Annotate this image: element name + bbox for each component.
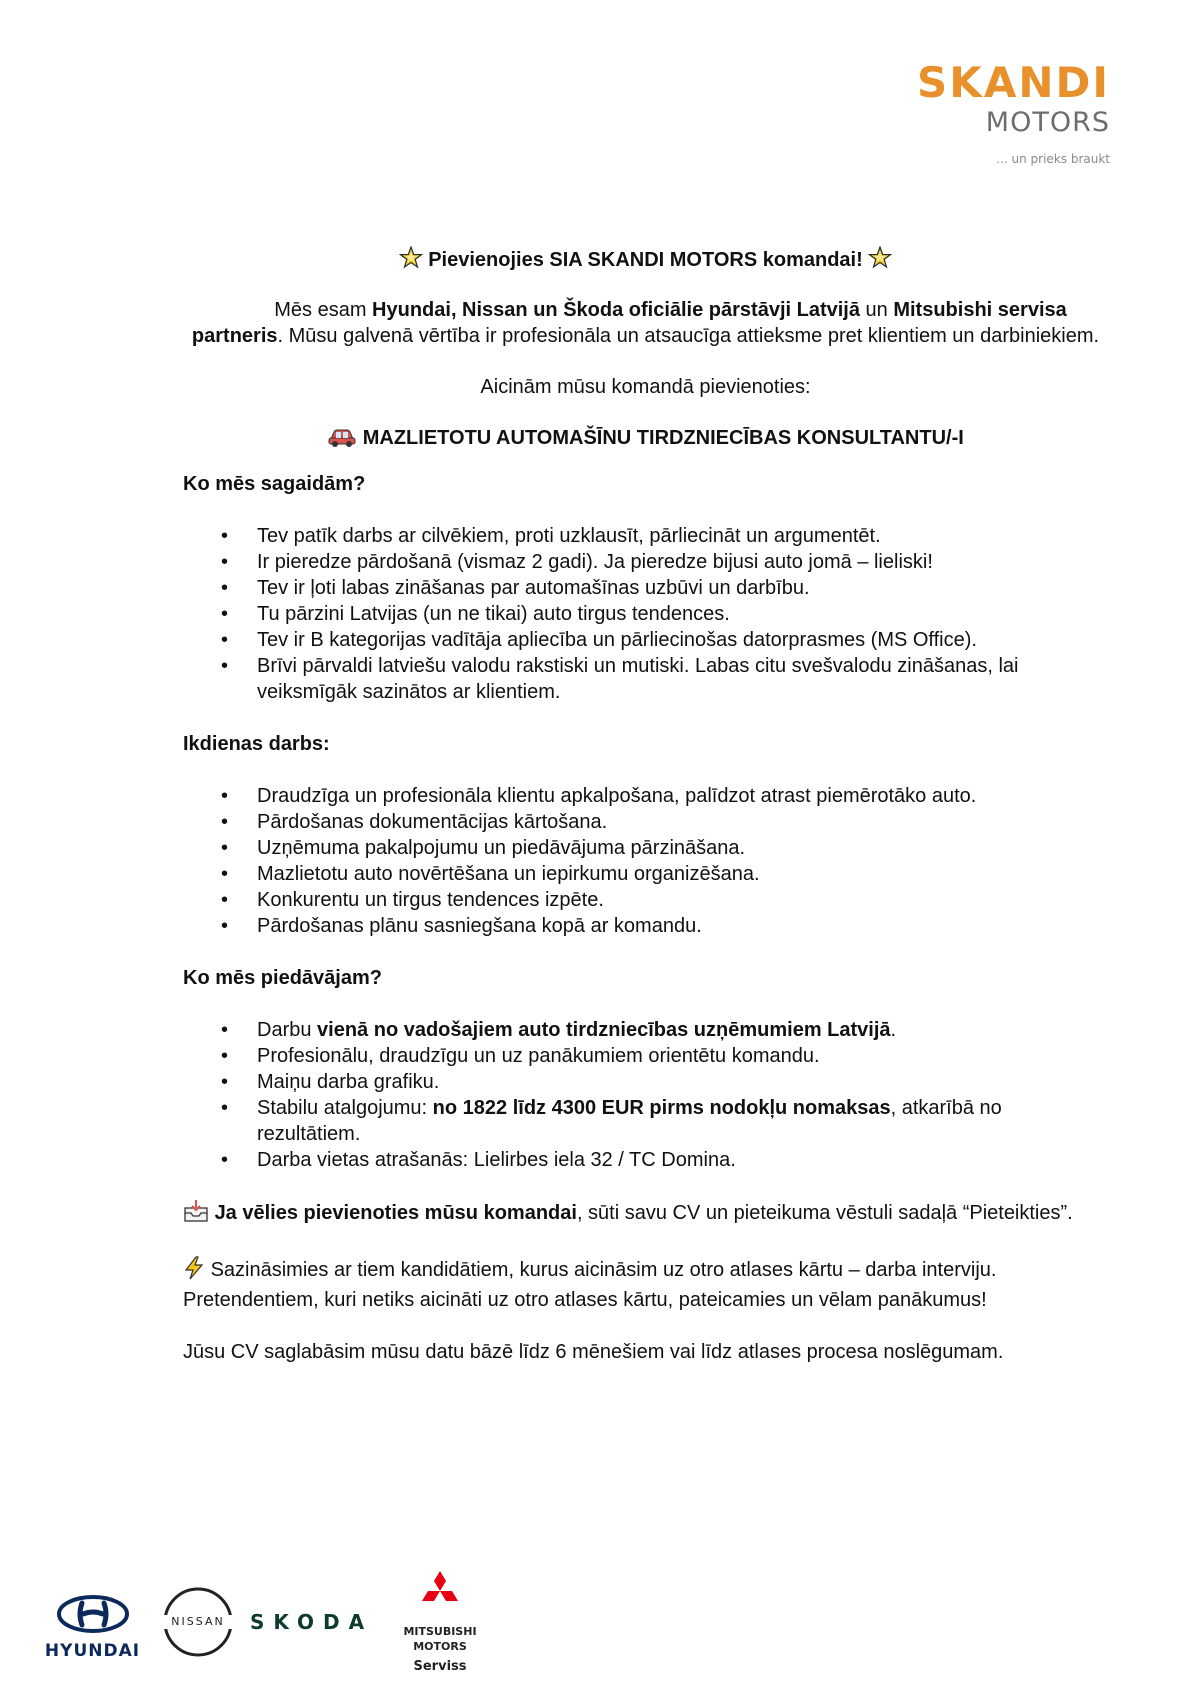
brand-logos [40,1570,500,1680]
mitsubishi-logo [395,1570,485,1674]
intro-partner-bold: Mitsubishi servisa partneris [191,299,1067,347]
intro-brands-bold: Hyundai, Nissan un Škoda oficiālie pārstāvji Latvijā [372,299,860,321]
list-item: • Profesionālu, draudzīgu un uz panākumiem orientētu komandu. [183,1043,1108,1069]
mitsubishi-wordmark-motors: MOTORS [413,1640,467,1653]
contact-text: Sazināsimies ar tiem kandidātiem, kurus aicināsim uz otro atlases kārtu – darba interviju. Pretendentiem, kuri netiks aicināti uz otro atlases kārtu, pateicamies un vēlam panākumus! [183,1259,997,1311]
intro-text: . Mūsu galvenā vērtība ir profesionāla un atsaucīga attieksme pret klientiem un darbiniekiem. [277,325,1100,347]
list-item: • Tu pārzini Latvijas (un ne tikai) auto tirgus tendences. [183,601,1108,627]
skandi-motors-logo [850,60,1110,166]
star-sparkle-icon [868,246,892,277]
salary-range-bold: no 1822 līdz 4300 EUR pirms nodokļu nomaksas [432,1097,891,1119]
posting-content [183,246,1108,1365]
hyundai-logo [40,1594,145,1661]
intro-text: un [859,299,894,321]
job-title-text: MAZLIETOTU AUTOMAŠĪNU TIRDZNIECĪBAS KONSULTANTU/-I [362,427,964,449]
list-item: • Pārdošanas plānu sasniegšana kopā ar komandu. [183,913,1108,939]
offer-company-bold: vienā no vadošajiem auto tirdzniecības uzņēmumiem Latvijā [317,1019,891,1041]
nissan-logo [158,1582,238,1662]
car-icon [327,426,357,455]
list-item: • Tev patīk darbs ar cilvēkiem, proti uzklausīt, pārliecināt un argumentēt. [183,523,1108,549]
gdpr-paragraph: Jūsu CV saglabāsim mūsu datu bāzē līdz 6 mēnešiem vai līdz atlases procesa noslēgumam. [183,1341,1004,1363]
intro-paragraph [183,297,1108,349]
list-item: • Stabilu atalgojumu: no 1822 līdz 4300 EUR pirms nodokļu nomaksas, atkarībā no rezultātiem. [183,1095,1108,1147]
list-item: • Brīvi pārvaldi latviešu valodu rakstiski un mutiski. Labas citu svešvalodu zināšanas, lai veiksmīgāk sazinātos ar klientiem. [183,653,1108,705]
list-item: • Tev ir ļoti labas zināšanas par automašīnas uzbūvi un darbību. [183,575,1108,601]
contact-paragraph [183,1256,1108,1313]
list-item: • Darba vietas atrašanās: Lielirbes iela 32 / TC Domina. [183,1147,1108,1173]
apply-bold: Ja vēlies pievienoties mūsu komandai [214,1202,577,1224]
hyundai-wordmark: HYUNDAI [44,1641,141,1661]
job-title [183,425,1108,455]
requirements-title: Ko mēs sagaidām? [183,473,366,495]
list-item: • Maiņu darba grafiku. [183,1069,1108,1095]
logo-tagline: ... un prieks braukt [996,152,1110,166]
mitsubishi-serviss-label: Serviss [413,1659,467,1674]
list-item: • Mazlietotu auto novērtēšana un iepirkumu organizēšana. [183,861,1108,887]
lightning-icon [183,1256,205,1287]
list-item: • Ir pieredze pārdošanā (vismaz 2 gadi). Ja pieredze bijusi auto jomā – lieliski! [183,549,1108,575]
mitsubishi-wordmark: MITSUBISHI [403,1625,477,1638]
logo-sub-text: MOTORS [985,107,1110,138]
intro-text: Mēs esam [274,299,373,321]
list-item: • Draudzīga un profesionāla klientu apkalpošana, palīdzot atrast piemērotāko auto. [183,783,1108,809]
apply-paragraph [183,1199,1108,1230]
offer-list [183,1017,1108,1173]
invite-line: Aicinām mūsu komandā pievienoties: [480,376,811,398]
logo-main-text: SKANDI [917,58,1110,107]
list-item: • Uzņēmuma pakalpojumu un piedāvājuma pārzināšana. [183,835,1108,861]
star-sparkle-icon [399,246,423,277]
nissan-wordmark: NISSAN [158,1615,238,1629]
skoda-logo: SKODA [250,1610,374,1634]
list-item: • Darbu vienā no vadošajiem auto tirdzniecības uzņēmumiem Latvijā. [183,1017,1108,1043]
daily-work-list [183,783,1108,939]
offer-title: Ko mēs piedāvājam? [183,967,382,989]
headline [183,246,1108,277]
requirements-list [183,523,1108,705]
list-item: • Konkurentu un tirgus tendences izpēte. [183,887,1108,913]
list-item: • Pārdošanas dokumentācijas kārtošana. [183,809,1108,835]
apply-text: , sūti savu CV un pieteikuma vēstuli sadaļā “Pieteikties”. [576,1202,1073,1224]
list-item: • Tev ir B kategorijas vadītāja apliecība un pārliecinošas datorprasmes (MS Office). [183,627,1108,653]
headline-text: Pievienojies SIA SKANDI MOTORS komandai! [428,249,863,271]
daily-work-title: Ikdienas darbs: [183,733,330,755]
inbox-tray-icon [183,1199,209,1230]
